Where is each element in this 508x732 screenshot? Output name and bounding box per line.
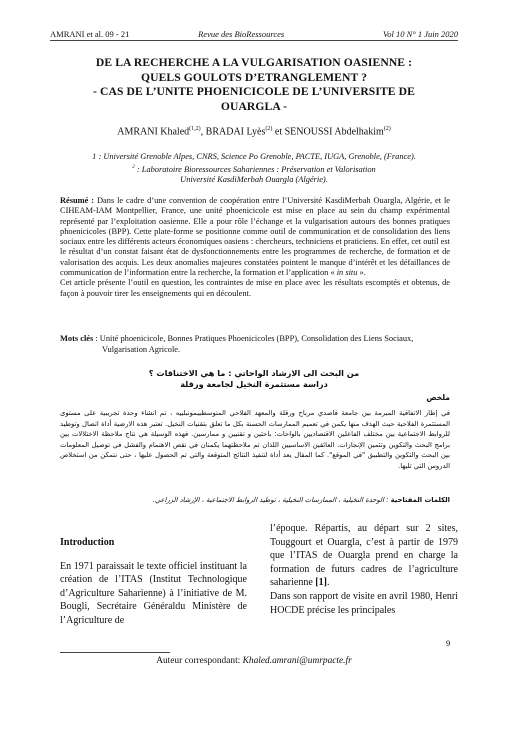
title-line-2: QUELS GOULOTS D’ETRANGLEMENT ? — [140, 70, 367, 84]
arabic-title-line-2: دراسة مستثمرة النخيل لجامعة ورقلة — [180, 379, 328, 389]
arabic-keywords-text: : الوحدة النخيلية ، الممارسات النخيلية ، توطيد الروابط الاجتماعية ، الإرشاد الزراعي. — [152, 496, 389, 504]
title-line-3: - CAS DE L’UNITE PHOENICICOLE DE L’UNIVERSITE DE — [93, 85, 415, 99]
affiliation-2-num: 2 — [132, 164, 135, 170]
author-3-affil: (2) — [383, 126, 391, 132]
arabic-abstract: في إطار الاتفاقية المبرمة بين جامعة قاصدي مرباح ورقلة والمعهد الفلاحي المتوسطيبمونبلييه ، تم انشاء وحدة تجريبية على مستوى المستثمرة الفلاحية حيث الهدف منها يكمن في تعميم الممارسات الحسنة بكل ما تعلق بتقنيات النخيل. تعتبر هذه الارضية أداة اتصال وتوطيد للروابط الاجتماعية بين مختلف الفاعلين الاقتصاديين بالواحات: باحثين و تقنيين و ممارسين. فهذه الوسيلة هي نتاج ملاحظة الاختلالات بين برامج البحث والتكوين وتثمين الإنجازات. العائقين الاساسيين اللذان تم ملاحظتهما يكمنان في نقص الاهتمام والفشل في توصيل المعلومات بين البحث والتكوين والتطبيق "في الموقع". كما المقال يعد أداة لتنفيذ النتائج المتوقعة والتي تم الحصول عليها ، حتى نتمكن من استخلاص الدروس التي تليها. — [60, 409, 450, 470]
arabic-title — [100, 368, 408, 390]
author-email-link[interactable]: Khaled.amrani@umrpacte.fr — [242, 656, 352, 666]
footnote-rule — [60, 652, 170, 653]
intro-right-para-2: Dans son rapport de visite en avril 1980, Henri HOCDE précise les principales — [270, 590, 458, 616]
column-right — [270, 522, 458, 617]
header-journal: Revue des BioRessources — [198, 29, 285, 39]
author-sep-1: , — [200, 126, 206, 138]
header-authors: AMRANI et al. 09 - 21 — [50, 29, 130, 39]
intro-heading: Introduction — [60, 537, 115, 548]
abstract-para-1 — [60, 196, 450, 278]
affiliation-2 — [60, 163, 448, 175]
abstract-label: Résumé : — [60, 196, 95, 205]
paper-title — [60, 56, 448, 114]
title-line-1: DE LA RECHERCHE A LA VULGARISATION OASIENNE : — [95, 56, 413, 69]
page-number: 9 — [446, 638, 451, 648]
author-list — [50, 126, 458, 137]
arabic-keywords — [60, 496, 450, 504]
arabic-abstract-label: ملخص — [426, 393, 450, 402]
keywords-text-1: : Unité phoenicicole, Bonnes Pratiques Phoenicicoles (BPP), Consolidation des Liens Sociaux, — [93, 334, 414, 343]
abstract — [60, 196, 450, 299]
affiliations — [60, 152, 448, 185]
title-line-4: OUARGLA - — [220, 99, 288, 113]
author-1-affil: (1,2) — [189, 126, 201, 132]
author-2-affil: (2) — [265, 126, 273, 132]
intro-right-text-2: . — [326, 577, 330, 589]
keywords-line-1 — [60, 334, 450, 345]
affiliation-1: 1 : Université Grenoble Alpes, CNRS, Science Po Grenoble, PACTE, IUGA, Grenoble, (France). — [92, 152, 416, 161]
keywords — [60, 334, 450, 355]
author-1: AMRANI Khaled — [117, 126, 190, 138]
running-header — [50, 29, 458, 39]
arabic-keywords-label: الكلمات المفتاحية — [390, 496, 450, 504]
affiliation-2-line-2: Université KasdiMerbah Ouargla (Algérie). — [180, 174, 328, 184]
affiliation-2-text: : Laboratoire Bioressources Sahariennes : Préservation et Valorisation — [134, 164, 376, 174]
abstract-text-1: Dans le cadre d’une convention de coopération entre l’Université KasdiMerbah Ouargla, Algérie, et le CIHEAM-IAM Montpellier, France, une unité phoenicicole est mise en place au sein du champ expérimental représenté par l’exploitation oasienne. Elle a pour rôle l’échange et la vulgarisation autours des bonnes pratiques phoenicicoles (BPP). Cette plate-forme se positionne comme outil de communication et de consolidation des liens sociaux entre les différents acteurs économiques oasiens : chercheurs, techniciens et praticiens. En effet, cet outil est le résultat d’un constat faisant état de dysfonctionnements entre les programmes de recherche, de formation et de valorisation des acquis. Les deux anomalies majeures constatées pointent le manque d’intérêt et les défaillances de communication de l’information entre la recherche, la formation et l’application « — [60, 196, 450, 278]
column-left — [60, 522, 247, 628]
author-3: SENOUSSI Abdelhakim — [284, 126, 384, 138]
abstract-italic: in situ — [336, 268, 358, 278]
intro-right-para-1 — [270, 522, 458, 590]
citation-ref: [1] — [315, 577, 327, 589]
corresponding-author — [60, 656, 448, 666]
footer-label: Auteur correspondant: — [156, 656, 243, 666]
header-rule — [50, 40, 458, 41]
header-volume: Vol 10 N° 1 Juin 2020 — [383, 29, 458, 39]
author-sep-2: et — [272, 126, 285, 138]
abstract-text-2: ». — [357, 268, 366, 278]
abstract-para-2: Cet article présente l’outil en question, les contraintes de mise en place avec les résultats escomptés et obtenus, de façon à pouvoir tirer les enseignements qui en découlent. — [60, 278, 450, 298]
keywords-label: Mots clés — [60, 334, 94, 343]
intro-left-text: En 1971 paraissait le texte officiel instituant la création de l’ITAS (Institut Technologique d’Agriculture Saharienne) à l’initiative de M. Bougli, Secrétaire Généraldu Ministère de l’Agriculture de — [60, 560, 247, 626]
arabic-title-line-1: من البحث الى الارشاد الواحاتي : ما هي الاختناقات ؟ — [148, 368, 360, 378]
intro-right-text-1: l’époque. Répartis, au départ sur 2 sites, Touggourt et Ouargla, c’est à partir de 1979 que l’ITAS de Ouargla prend en charge la formation de futurs cadres de l’agriculture saharienne — [270, 523, 458, 589]
keywords-line-2: Vulgarisation Agricole. — [102, 344, 181, 354]
author-2: BRADAI Lyès — [205, 126, 266, 138]
